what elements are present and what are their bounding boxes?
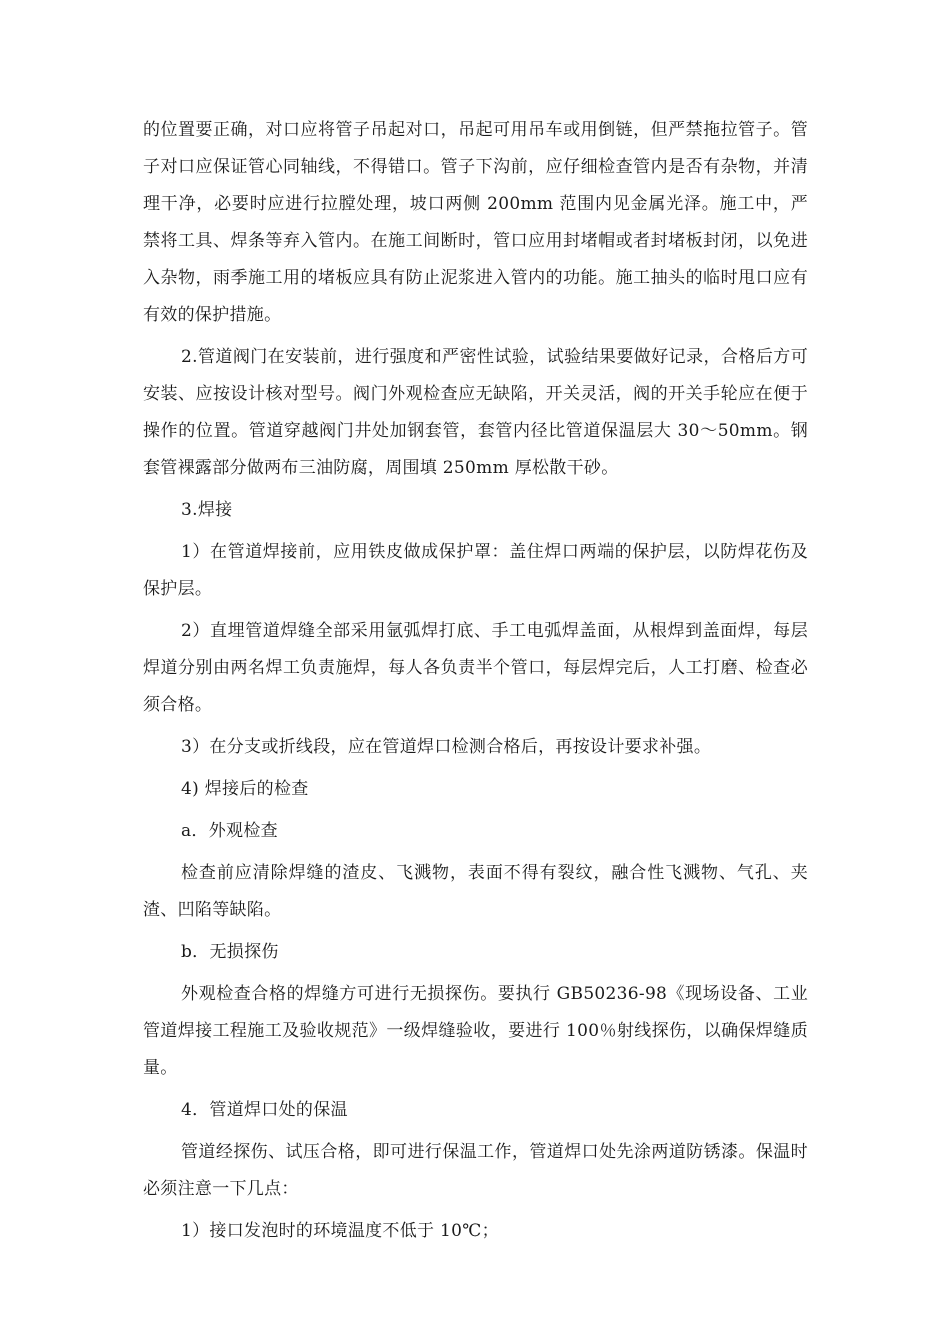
paragraph-visual-inspection: 检查前应清除焊缝的渣皮、飞溅物，表面不得有裂纹，融合性飞溅物、气孔、夹渣、凹陷等缺陷。	[143, 863, 808, 920]
paragraph-welding-item-3: 3）在分支或折线段，应在管道焊口检测合格后，再按设计要求补强。	[181, 737, 712, 757]
paragraph-welding-item-2: 2）直埋管道焊缝全部采用氩弧焊打底、手工电弧焊盖面，从根焊到盖面焊，每层焊道分别由两名焊工负责施焊，每人各负责半个管口，每层焊完后，人工打磨、检查必须合格。	[143, 621, 808, 715]
paragraph-welding-item-1: 1）在管道焊接前，应用铁皮做成保护罩：盖住焊口两端的保护层，以防焊花伤及保护层。	[143, 542, 808, 599]
heading-visual-inspection: a．外观检查	[181, 821, 278, 841]
paragraph-joint-insulation: 管道经探伤、试压合格，即可进行保温工作，管道焊口处先涂两道防锈漆。保温时必须注意一下几点：	[143, 1142, 808, 1199]
heading-nondestructive-testing: b．无损探伤	[181, 942, 279, 962]
paragraph-insulation-item-1: 1）接口发泡时的环境温度不低于 10℃；	[181, 1221, 499, 1241]
paragraph-nondestructive-testing: 外观检查合格的焊缝方可进行无损探伤。要执行 GB50236-98《现场设备、工业管道焊接工程施工及验收规范》一级焊缝验收，要进行 100％射线探伤，以确保焊缝质量。	[143, 984, 808, 1078]
paragraph-pipe-alignment: 的位置要正确，对口应将管子吊起对口，吊起可用吊车或用倒链，但严禁拖拉管子。管子对口应保证管心同轴线，不得错口。管子下沟前，应仔细检查管内是否有杂物，并清理干净，必要时应进行拉膛处理，坡口两侧 200mm 范围内见金属光泽。施工中，严禁将工具、焊条等弃入管内。在施工间断时，管口应用封堵帽或者封堵板封闭，以免进入杂物，雨季施工用的堵板应具有防止泥浆进入管内的功能。施工抽头的临时甩口应有有效的保护措施。	[143, 120, 808, 325]
paragraph-valve-installation: 2.管道阀门在安装前，进行强度和严密性试验，试验结果要做好记录，合格后方可安装、应按设计核对型号。阀门外观检查应无缺陷，开关灵活，阀的开关手轮应在便于操作的位置。管道穿越阀门井处加钢套管，套管内径比管道保温层大 30～50mm。钢套管裸露部分做两布三油防腐，周围填 250mm 厚松散干砂。	[143, 347, 808, 478]
document-body	[143, 112, 808, 1255]
heading-joint-insulation: 4．管道焊口处的保温	[181, 1100, 348, 1120]
heading-welding: 3.焊接	[181, 500, 233, 520]
heading-post-weld-inspection: 4) 焊接后的检查	[181, 779, 309, 799]
